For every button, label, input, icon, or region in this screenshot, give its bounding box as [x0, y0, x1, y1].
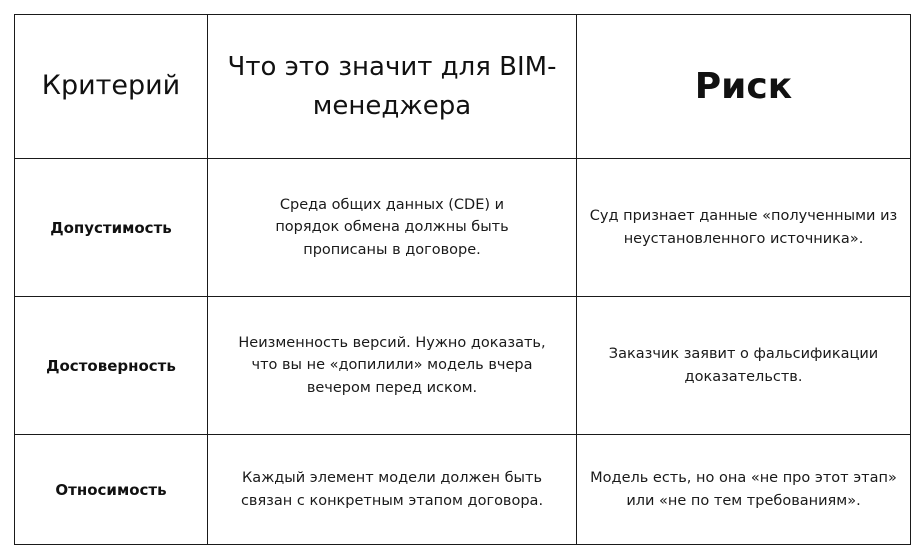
- header-row: [15, 15, 911, 159]
- criterion-cell: Допустимость: [15, 159, 208, 297]
- header-risk: Риск: [577, 15, 911, 159]
- meaning-cell: Неизменность версий. Нужно доказать, что вы не «допилили» модель вчера вечером перед иском.: [208, 297, 577, 435]
- criterion-cell: Относимость: [15, 435, 208, 545]
- criteria-table: [14, 14, 911, 545]
- table-row: [15, 297, 911, 435]
- header-criterion: Критерий: [15, 15, 208, 159]
- risk-cell: Модель есть, но она «не про этот этап» или «не по тем требованиям».: [577, 435, 911, 545]
- criterion-cell: Достоверность: [15, 297, 208, 435]
- table-row: [15, 435, 911, 545]
- risk-cell: Заказчик заявит о фальсификации доказательств.: [577, 297, 911, 435]
- header-meaning: Что это значит для BIM-менеджера: [208, 15, 577, 159]
- meaning-cell: Среда общих данных (CDE) и порядок обмена должны быть прописаны в договоре.: [208, 159, 577, 297]
- table-row: [15, 159, 911, 297]
- meaning-cell: Каждый элемент модели должен быть связан с конкретным этапом договора.: [208, 435, 577, 545]
- risk-cell: Суд признает данные «полученными из неустановленного источника».: [577, 159, 911, 297]
